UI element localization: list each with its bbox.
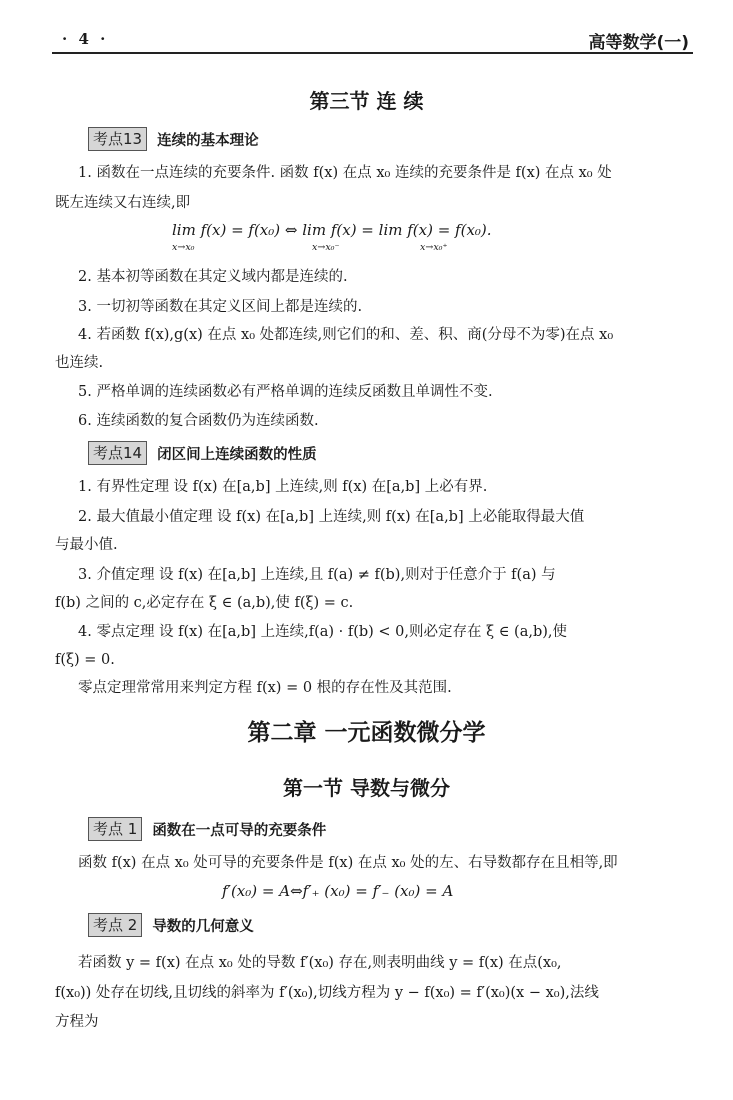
paragraph-line: f(ξ) = 0. [55,652,115,668]
paragraph-line: 1. 有界性定理 设 f(x) 在[a,b] 上连续,则 f(x) 在[a,b] 上必有界. [78,479,488,495]
paragraph-line: 1. 函数在一点连续的充要条件. 函数 f(x) 在点 x₀ 连续的充要条件是 f(x) 在点 x₀ 处 [78,165,612,181]
section-title: 第三节 连 续 [309,89,424,113]
topic-heading-2 [88,913,254,937]
page-header [52,24,693,54]
paragraph-line: 5. 严格单调的连续函数必有严格单调的连续反函数且单调性不变. [78,384,493,400]
derivative-formula: f′(x₀) = A⇔f′₊ (x₀) = f′₋ (x₀) = A [222,882,454,900]
section-title: 第一节 导数与微分 [283,776,450,800]
paragraph-line: 3. 一切初等函数在其定义区间上都是连续的. [78,299,363,315]
paragraph-line: 4. 零点定理 设 f(x) 在[a,b] 上连续,f(a) · f(b) < 0,则必定存在 ξ ∈ (a,b),使 [78,624,568,640]
topic-title: 导数的几何意义 [152,918,254,935]
paragraph-line: 2. 最大值最小值定理 设 f(x) 在[a,b] 上连续,则 f(x) 在[a,b] 上必能取得最大值 [78,509,585,525]
topic-title: 函数在一点可导的充要条件 [152,822,327,839]
topic-tag: 考点 1 [88,817,142,841]
topic-title: 闭区间上连续函数的性质 [157,446,317,463]
header-rule [52,52,693,54]
topic-tag: 考点14 [88,441,147,465]
topic-tag: 考点13 [88,127,147,151]
paragraph-line: 6. 连续函数的复合函数仍为连续函数. [78,413,319,429]
chapter-title: 第二章 一元函数微分学 [247,720,486,746]
paragraph-line: 函数 f(x) 在点 x₀ 处可导的充要条件是 f(x) 在点 x₀ 处的左、右导数都存在且相等,即 [78,855,618,871]
paragraph-line: 2. 基本初等函数在其定义域内都是连续的. [78,269,348,285]
paragraph-line: 既左连续又右连续,即 [55,195,191,211]
paragraph-line: 也连续. [55,355,104,371]
limit-subscript: x→x₀⁻ [312,242,340,253]
continuity-formula: lim f(x) = f(x₀) ⇔ lim f(x) = lim f(x) = f(x₀). [172,221,492,239]
paragraph-line: 3. 介值定理 设 f(x) 在[a,b] 上连续,且 f(a) ≠ f(b),则对于任意介于 f(a) 与 [78,567,556,583]
page-number: · 4 · [62,30,109,48]
paragraph-line: 零点定理常常用来判定方程 f(x) = 0 根的存在性及其范围. [78,680,452,696]
limit-subscript: x→x₀⁺ [420,242,448,253]
paragraph-line: 方程为 [55,1014,99,1030]
paragraph-line: 与最小值. [55,537,118,553]
topic-title: 连续的基本理论 [157,132,259,149]
topic-heading-13 [88,127,259,151]
paragraph-line: f(x₀)) 处存在切线,且切线的斜率为 f′(x₀),切线方程为 y − f(x₀) = f′(x₀)(x − x₀),法线 [55,985,599,1001]
topic-heading-14 [88,441,317,465]
book-title: 高等数学(一) [588,33,689,53]
limit-subscript: x→x₀ [172,242,195,253]
paragraph-line: 若函数 y = f(x) 在点 x₀ 处的导数 f′(x₀) 存在,则表明曲线 y = f(x) 在点(x₀, [78,955,562,971]
paragraph-line: 4. 若函数 f(x),g(x) 在点 x₀ 处都连续,则它们的和、差、积、商(分母不为零)在点 x₀ [78,327,614,343]
topic-heading-1 [88,817,326,841]
paragraph-line: f(b) 之间的 c,必定存在 ξ ∈ (a,b),使 f(ξ) = c. [55,595,354,611]
topic-tag: 考点 2 [88,913,142,937]
